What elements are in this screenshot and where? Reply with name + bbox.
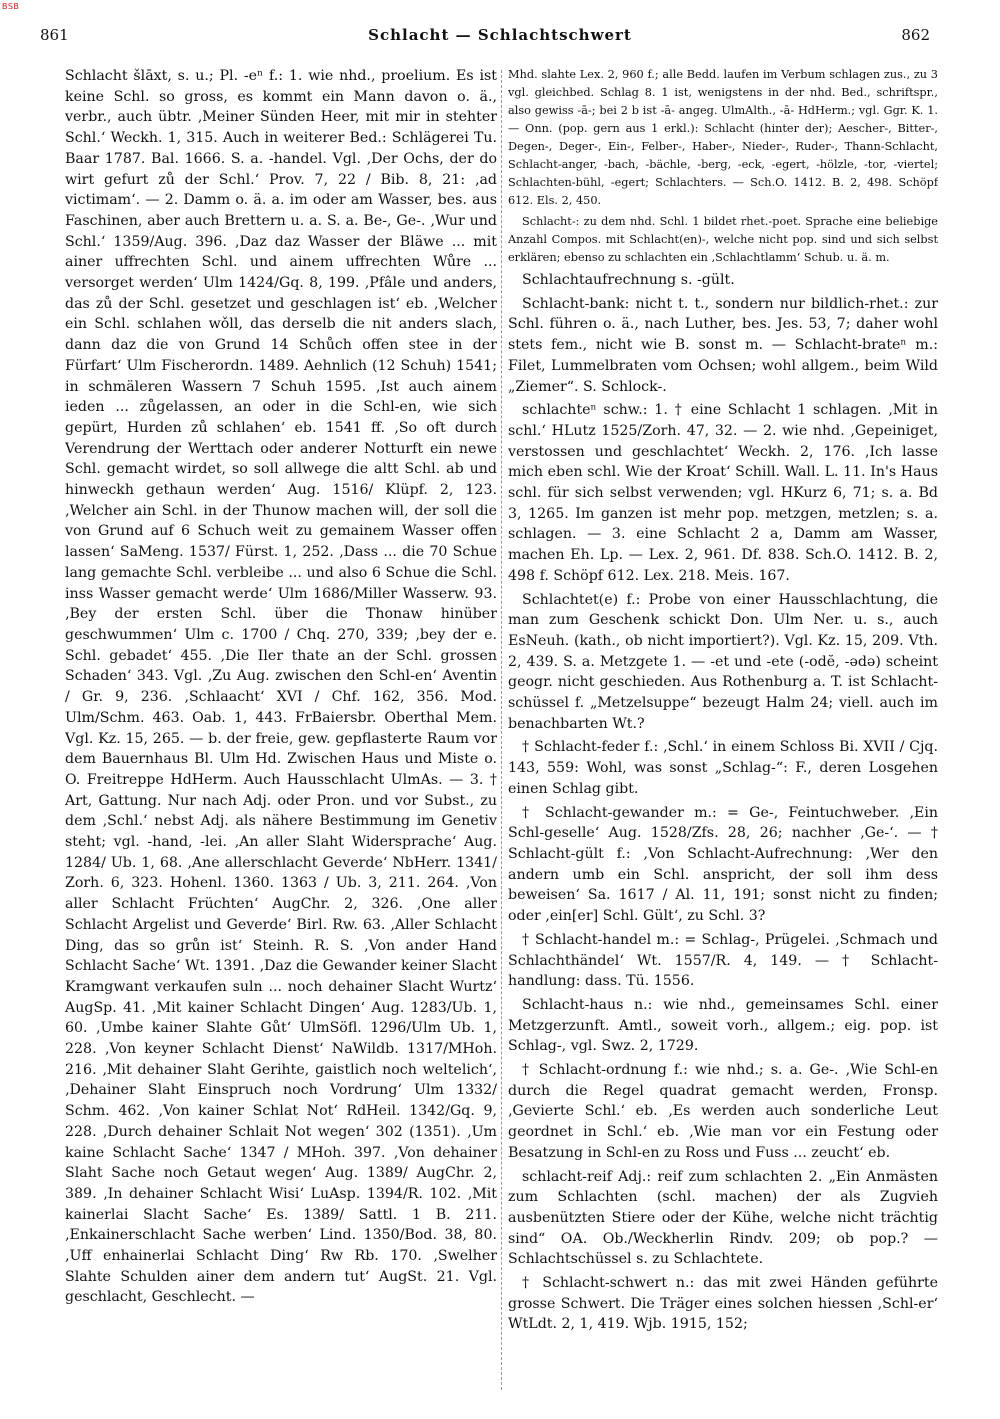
entry-schlacht-ordnung: † Schlacht-ordnung f.: wie nhd.; s. a. Ge-. ‚Wie Schl-en durch die Regel quadrat gemacht werden, Fronsp. ‚Gevierte Schl.‘ eb. ‚Es werden auch sonderliche Leut geordnet in Schl.‘ eb. ‚Wie man vor ein Festung oder Besatzung in Schl-en zu Ross und Fuss ... zeucht‘ eb. — [508, 1062, 938, 1161]
entry-schlacht-etymology: Mhd. slahte Lex. 2, 960 f.; alle Bedd. laufen im Verbum schlagen zus., zu 3 vgl. gleichbed. Schlag 8. 1 ist, wenigstens in der nhd. Bed., schriftspr., also gewiss -ā-; bei 2 b ist -ā- angeg. UlmAlth., -ā- HdHerm.; vgl. Ggr. K. 1. — Onn. (pop. gern aus 1 erkl.): Schlacht (hinter der); Aescher-, Bitter-, Degen-, Deger-, Ein-, Felber-, Haber-, Nieder-, Ruder-, Thann-Schlacht, Schlacht-anger, -bach, -bächle, -berg, -eck, -egert, -hölzle, -tor, -viertel; Schlachten-bühl, -egert; Schlachters. — Sch.O. 1412. B. 2, 498. Schöpf 612. Els. 2, 450. — [508, 68, 938, 207]
entry-schlachtaufrechnung: Schlachtaufrechnung s. -gült. — [522, 272, 735, 288]
entry-schlachten: schlachteⁿ schw.: 1. † eine Schlacht 1 schlagen. ‚Mit in schl.‘ HLutz 1525/Zorh. 47, 32. — 2. wie nhd. ‚Gepeiniget, verstossen und geschlachtet‘ Weckh. 2, 176. ‚Ich lasse mich eben schl. Wie der Kroat‘ Schill. Wall. L. 11. In's Haus schl. für sich selbst verwenden; vgl. HKurz 6, 71; s. a. Bd 3, 1265. Im ganzen ist mehr pop. metzgen, metzlen; s. a. schlagen. — 3. eine Schlacht 2 a, Damm am Wasser, machen Eh. Lp. — Lex. 2, 961. Df. 838. Sch.O. 1412. B. 2, 498 f. Schöpf 612. Lex. 218. Meis. 167. — [508, 402, 938, 584]
entry-schlacht-bank: Schlacht-bank: nicht t. t., sondern nur bildlich-rhet.: zur Schl. führen o. ä., nach Luther, bes. Jes. 53, 7; daher wohl stets fem., nicht wie B. sonst m. — Schlacht-brateⁿ m.: Filet, Lummelbraten vom Ochsen; wohl allgem., beim Wild „Ziemer“. S. Schlock-. — [508, 295, 938, 395]
entry-schlacht: Schlacht šlāxt, s. u.; Pl. -eⁿ f.: 1. wie nhd., proelium. Es ist keine Schl. so gross, es kommt ein Mann davon o. ä., verbr., auch übtr. ‚Meiner Sünden Heer, mit mir in stehter Schl.‘ Weckh. 1, 315. Auch in weiterer Bed.: Schlägerei Tu. Baar 1787. Bal. 1666. S. a. -handel. Vgl. ‚Der Ochs, der do wirt gefurt zů der Schl.‘ Prov. 7, 22 / Bib. 8, 21: ‚ad victimam‘. — 2. Damm o. ä. a. im oder am Wasser, bes. aus Faschinen, aber auch Brettern u. a. S. a. Be-, Ge-. ‚Wur und Schl.‘ 1359/Aug. 396. ‚Daz daz Wasser der Bläwe ... mit ainer uffrechten Schl. und ainem uffrechten Wůre ... versorget werden‘ Ulm 1424/Gq. 8, 199. ‚Pfâle und anders, das zů der Schl. gesetzet und geschlagen ist‘ eb. ‚Welcher ein Schl. schlahen wǒll, das derselb die nit anders slach, dann daz die von Grund 14 Schůch offen stee in der Fürfart‘ Ulm Fischerordn. 1489. Aehnlich (12 Schuh) 1541; in schmäleren Wassern 7 Schuh 1595. ‚Ist auch ainem ieden ... zůgelassen, an oder in die Schl-en, wie sich gepürt, Hurden zů schlahen‘ eb. 1541 ff. ‚So oft durch Verendrung der Werttach oder anderer Notturft ein newe Schl. gemacht wirdet, so soll allwege die altt Schl. ab und hinweckh gethaun werden‘ Aug. 1516/ Klüpf. 2, 123. ‚Welcher ain Schl. in der Thunow machen will, der soll die von Grund auf 6 Schuch weit zu gemainem Wasser offen lassen‘ SaMeng. 1537/ Fürst. 1, 252. ‚Dass ... die 70 Schue lang gemachte Schl. verbleibe ... und also 6 Schue die Schl. inss Wasser gemacht werde‘ Ulm 1686/Miller Wasserw. 93. ‚Bey der ersten Schl. über die Thonaw hinüber geschwummen‘ Ulm c. 1700 / Chq. 270, 339; ‚bey der e. Schl. gebadet‘ 455. ‚Die Iler thate an der Schl. grossen Schaden‘ 343. Vgl. ‚Zu Aug. zwischen den Schl-en‘ Aventin / Gr. 9, 236. ‚Schlaacht‘ XVI / Chf. 162, 356. Mod. Ulm/Schm. 463. Oab. 1, 443. FrBaiersbr. Oberthal Mem. Vgl. Kz. 15, 265. — b. der freie, gew. gepflasterte Raum vor dem Bauernhaus Bl. Ulm Hd. Zwischen Haus und Miste o. O. Freitreppe HdHerm. Auch Hausschlacht UlmAs. — 3. † Art, Gattung. Nur nach Adj. oder Pron. und vor Subst., zu dem ‚Schl.‘ nebst Adj. als nähere Bestimmung im Genetiv steht; vgl. -hand, -lei. ‚An aller Slaht Widersprache‘ Aug. 1284/ Ub. 1, 68. ‚Ane allerschlacht Geverde‘ NbHerr. 1341/ Zorh. 6, 323. Hohenl. 1360. 1363 / Ub. 3, 211. 264. ‚Von aller Schlacht Früchten‘ AugChr. 2, 326. ‚One aller Schlacht Argelist und Geverde‘ Birl. Rw. 63. ‚Aller Schlacht Ding, das so grůn ist‘ Steinh. R. S. ‚Von ander Hand Schlacht Sache‘ Wt. 1391. ‚Daz die Gewander keiner Slacht Kramgwant verkaufen suln ... noch dehainer Slacht Wurtz‘ AugSp. 41. ‚Mit kainer Schlacht Dingen‘ Aug. 1283/Ub. 1, 60. ‚Umbe kainer Slahte Gůt‘ UlmSöfl. 1296/Ulm Ub. 1, 228. ‚Von keyner Schlacht Dienst‘ NaWildb. 1317/MHoh. 216. ‚Mit dehainer Slaht Gerihte, gaistlich noch weltelich‘, ‚Dehainer Slaht Einspruch noch Vordrung‘ Ulm 1332/ Schm. 462. ‚Von kainer Schlat Not‘ RdHeil. 1342/Gq. 9, 228. ‚Durch dehainer Schlait Not wegen‘ 302 (1351). ‚Um kaine Schlacht Sache‘ 1347 / MHoh. 397. ‚Von dehainer Slaht Sache noch Getaut wegen‘ Aug. 1389/ AugChr. 2, 389. ‚In dehainer Schlacht Wisi‘ LuAsp. 1394/R. 102. ‚Mit kainerlai Slacht Sache‘ Es. 1389/ Sattl. 1 B. 211. ‚Enkainerschlacht Sache werben‘ Lind. 1350/Bod. 38, 80. ‚Uff enhainerlai Schlacht Ding‘ Rw Rb. 170. ‚Swelher Slahte Schulden ainer dem andern tut‘ AugSt. 21. Vgl. geschlacht, Geschlecht. — — [65, 68, 497, 1306]
entry-schlacht-compounds: Schlacht-: zu dem nhd. Schl. 1 bildet rhet.-poet. Sprache eine beliebige Anzahl Compos. mit Schlacht(en)-, welche nicht pop. sind und sich selbst erklären; ebenso zu schlachten ein ‚Schlachtlamm‘ Schub. u. ä. m. — [508, 215, 938, 264]
page-header — [0, 26, 1000, 50]
left-column — [65, 66, 497, 1311]
page-number-left: 861 — [40, 26, 69, 44]
entry-schlacht-gewander: † Schlacht-gewander m.: = Ge-, Feintuchweber. ‚Ein Schl-geselle‘ Aug. 1528/Zfs. 28, 26; nachher ‚Ge-‘. — † Schlacht-gült f.: ‚Von Schlacht-Aufrechnung: ‚Wer den andern umb ein Schl. anspricht, der soll ihm dess beweisen‘ Sa. 1617 / Al. 11, 191; sonst nicht zu finden; oder ‚ein[er] Schl. Gült‘, zu Schl. 3? — [508, 804, 938, 925]
page-number-right: 862 — [901, 26, 930, 44]
running-title: Schlacht — Schlachtschwert — [368, 26, 632, 44]
library-stamp: BSB — [2, 2, 20, 11]
entry-schlacht-reif: schlacht-reif Adj.: reif zum schlachten 2. „Ein Anmästen zum Schlachten (schl. machen) der als Zugvieh ausbenützten Stiere oder der Kühe, welche nicht trächtig sind“ OA. Ob./Weckherlin Rindv. 209; ob pop.? — Schlachtschüssel s. zu Schlachtete. — [508, 1168, 938, 1268]
entry-schlacht-haus: Schlacht-haus n.: wie nhd., gemeinsames Schl. einer Metzgerzunft. Amtl., soweit vorh., allgem.; eig. pop. ist Schlag-, vgl. Swz. 2, 1729. — [508, 996, 938, 1055]
entry-schlacht-feder: † Schlacht-feder f.: ‚Schl.‘ in einem Schloss Bi. XVII / Cjq. 143, 559: Wohl, was sonst „Schlag-“: F., deren Losgehen einen Schlag gibt. — [508, 739, 938, 797]
right-column — [508, 66, 938, 1338]
entry-schlachtete: Schlachtet(e) f.: Probe von einer Hausschlachtung, die man zum Geschenk schickt Don. Ulm Ner. u. s., auch EsNeuh. (kath., ob nicht importiert?). Vgl. Kz. 15, 209. Vth. 2, 439. S. a. Metzgete 1. — -et und -ete (-odĕ, -ədə) scheint geogr. nicht geschieden. Aus Rothenburg a. T. ist Schlacht-schüssel f. „Metzelsuppe“ bezeugt Halm 24; viell. auch im benachbarten Wt.? — [508, 591, 938, 732]
entry-schlacht-handel: † Schlacht-handel m.: = Schlag-, Prügelei. ‚Schmach und Schlachthändel‘ Wt. 1557/R. 4, 149. — † Schlacht-handlung: dass. Tü. 1556. — [508, 931, 938, 990]
entry-schlacht-schwert: † Schlacht-schwert n.: das mit zwei Händen geführte grosse Schwert. Die Träger eines solchen hiessen ‚Schl-er‘ WtLdt. 2, 1, 419. Wjb. 1915, 152; — [508, 1275, 938, 1333]
column-divider — [501, 70, 502, 1390]
